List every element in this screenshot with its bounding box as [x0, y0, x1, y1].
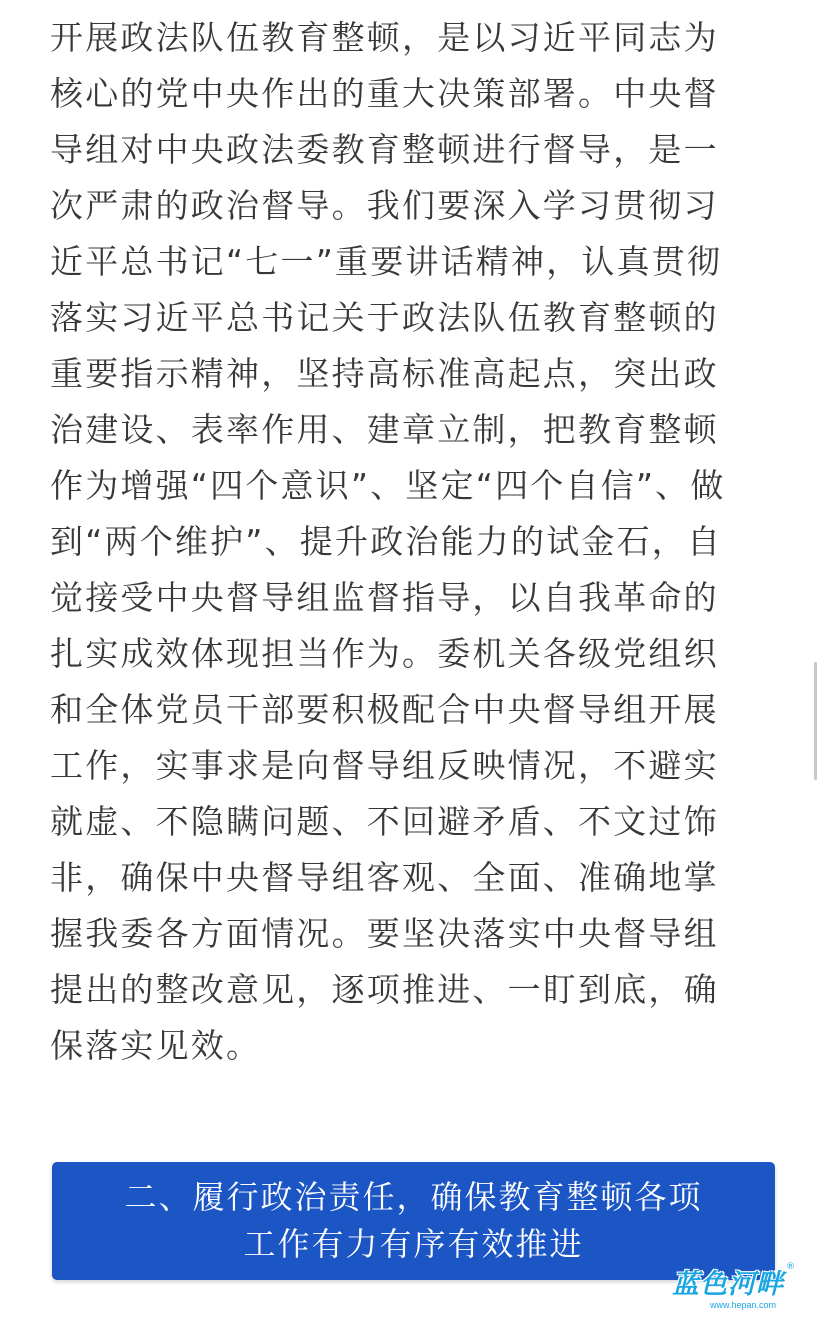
paragraph-line: 就虚、不隐瞒问题、不回避矛盾、不文过饰 — [50, 802, 719, 841]
paragraph-line: 工作，实事求是向督导组反映情况，不避实 — [50, 746, 719, 785]
paragraph-line: 保落实见效。 — [50, 1026, 262, 1065]
paragraph-line: 握我委各方面情况。要坚决落实中央督导组 — [50, 914, 719, 953]
paragraph-line: 非，确保中央督导组客观、全面、准确地掌 — [50, 858, 719, 897]
paragraph-line: 到“两个维护”、提升政治能力的试金石，自 — [50, 522, 723, 561]
section-heading-line-2: 工作有力有序有效推进 — [243, 1225, 584, 1263]
paragraph-line: 重要指示精神，坚持高标准高起点，突出政 — [50, 354, 719, 393]
section-heading-banner — [52, 1162, 775, 1280]
paragraph-line: 近平总书记“七一”重要讲话精神，认真贯彻 — [50, 242, 723, 281]
paragraph-line: 觉接受中央督导组监督指导，以自我革命的 — [50, 578, 719, 617]
paragraph-line: 导组对中央政法委教育整顿进行督导，是一 — [50, 130, 719, 169]
paragraph-line: 开展政法队伍教育整顿，是以习近平同志为 — [50, 18, 719, 57]
paragraph-line: 扎实成效体现担当作为。委机关各级党组织 — [50, 634, 719, 673]
paragraph-line: 作为增强“四个意识”、坚定“四个自信”、做 — [50, 466, 726, 505]
registered-mark-icon: ® — [786, 1262, 795, 1272]
watermark-url: www.hepan.com — [710, 1300, 777, 1310]
paragraph-line: 核心的党中央作出的重大决策部署。中央督 — [50, 74, 719, 113]
watermark-brand: 蓝色河畔 — [672, 1269, 784, 1300]
paragraph-line: 次严肃的政治督导。我们要深入学习贯彻习 — [50, 186, 719, 225]
paragraph-line: 落实习近平总书记关于政法队伍教育整顿的 — [50, 298, 719, 337]
paragraph-line: 和全体党员干部要积极配合中央督导组开展 — [50, 690, 719, 729]
paragraph-line: 提出的整改意见，逐项推进、一盯到底，确 — [50, 970, 719, 1009]
article-body — [50, 10, 785, 1074]
section-heading-line-1: 二、履行政治责任，确保教育整顿各项 — [124, 1178, 703, 1216]
paragraph-line: 治建设、表率作用、建章立制，把教育整顿 — [50, 410, 719, 449]
watermark-logo — [672, 1262, 800, 1318]
